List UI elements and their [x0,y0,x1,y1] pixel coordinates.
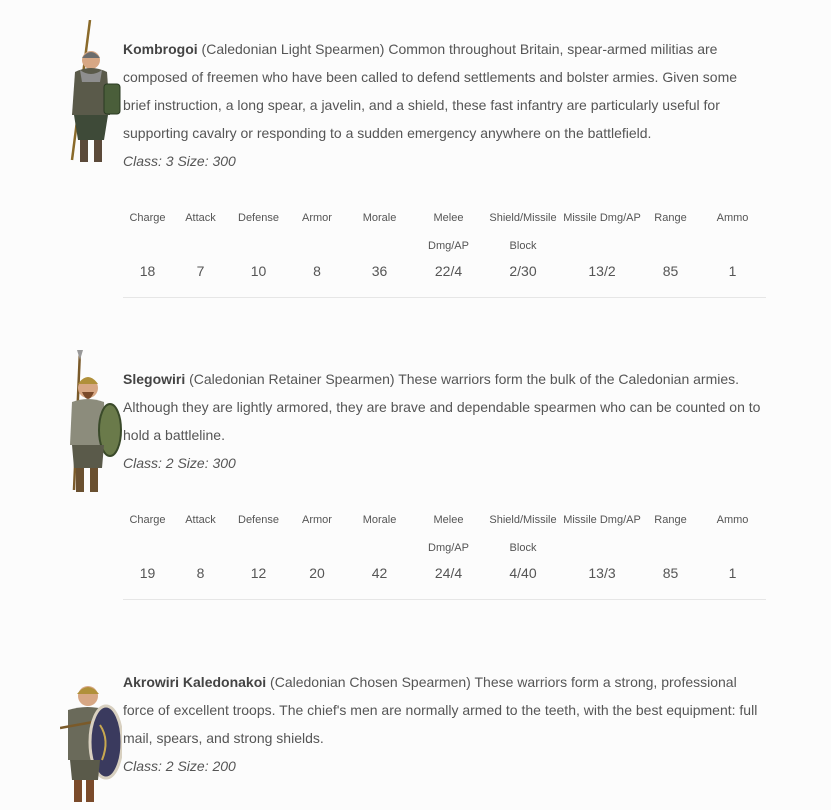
unit-description-text: These warriors form a strong, professional force of excellent troops. The chief's men are normally armed to the teeth, with the best equipment: full mail, spears, and strong shields. [123,674,758,746]
stat-header: Melee Dmg/AP [428,514,469,554]
stat-value: 7 [196,263,205,279]
stat-header: Ammo [716,212,749,224]
stat-value: 1 [728,565,737,581]
stat-header: Missile Dmg/AP [563,514,641,526]
stat-value: 8 [313,263,321,279]
unit-subtitle: (Caledonian Retainer Spearmen) [189,371,395,387]
stat-header: Attack [185,212,216,224]
unit-name: Akrowiri Kaledonakoi [123,674,267,690]
stat-header: Defense [238,514,279,526]
stat-value: 19 [139,565,156,581]
stat-value: 10 [250,263,267,279]
unit-portrait-akrowiri-kaledonakoi [60,680,122,804]
stat-value: 20 [309,565,325,581]
stat-header: Shield/Missile Block [489,514,557,554]
stat-header: Morale [362,212,397,224]
stat-value: 2/30 [509,263,537,279]
stat-value: 42 [371,565,388,581]
stat-value: 85 [662,263,679,279]
stat-header: Range [654,212,687,224]
stat-header: Missile Dmg/AP [563,212,641,224]
unit-subtitle: (Caledonian Light Spearmen) [201,41,385,57]
unit-portrait-slegowiri [60,350,122,500]
stat-value: 18 [139,263,156,279]
unit-stats-table [123,204,766,298]
stat-value: 8 [196,565,205,581]
stat-header: Melee Dmg/AP [428,212,469,252]
unit-description-text: Common throughout Britain, spear-armed militias are composed of freemen who have been called to defend settlements and bolster armies. Given some brief instruction, a long spear, a javelin, and a shield, these fast infantry are particularly useful for supporting cavalry or responding to a sudden emergency anywhere on the battlefield. [123,41,738,141]
stat-header: Attack [185,514,216,526]
stat-header: Charge [129,514,166,526]
stat-value: 13/2 [588,263,616,279]
unit-description-text: These warriors form the bulk of the Caledonian armies. Although they are lightly armored, they are brave and dependable spearmen who can be counted on to hold a battleline. [123,371,761,443]
unit-name: Slegowiri [123,371,186,387]
stat-value: 36 [371,263,388,279]
stat-header: Morale [362,514,397,526]
unit-description [123,365,768,477]
stat-value: 12 [250,565,267,581]
stat-header: Shield/Missile Block [489,212,557,252]
stat-value: 4/40 [509,565,537,581]
stat-value: 22/4 [434,263,463,279]
stat-header: Ammo [716,514,749,526]
stat-header: Charge [129,212,166,224]
stat-value: 1 [728,263,737,279]
stat-value: 85 [662,565,679,581]
unit-description [123,668,768,780]
unit-name: Kombrogoi [123,41,198,57]
unit-portrait-kombrogoi [60,20,122,172]
stat-header: Armor [302,212,332,224]
stat-header: Range [654,514,687,526]
stat-header: Armor [302,514,332,526]
unit-class-size: Class: 2 Size: 200 [123,758,236,774]
unit-description [123,35,768,175]
unit-stats-table [123,506,766,600]
unit-subtitle: (Caledonian Chosen Spearmen) [270,674,471,690]
unit-class-size: Class: 3 Size: 300 [123,153,236,169]
stat-header: Defense [238,212,279,224]
stat-value: 24/4 [434,565,463,581]
stat-value: 13/3 [588,565,616,581]
unit-class-size: Class: 2 Size: 300 [123,455,236,471]
